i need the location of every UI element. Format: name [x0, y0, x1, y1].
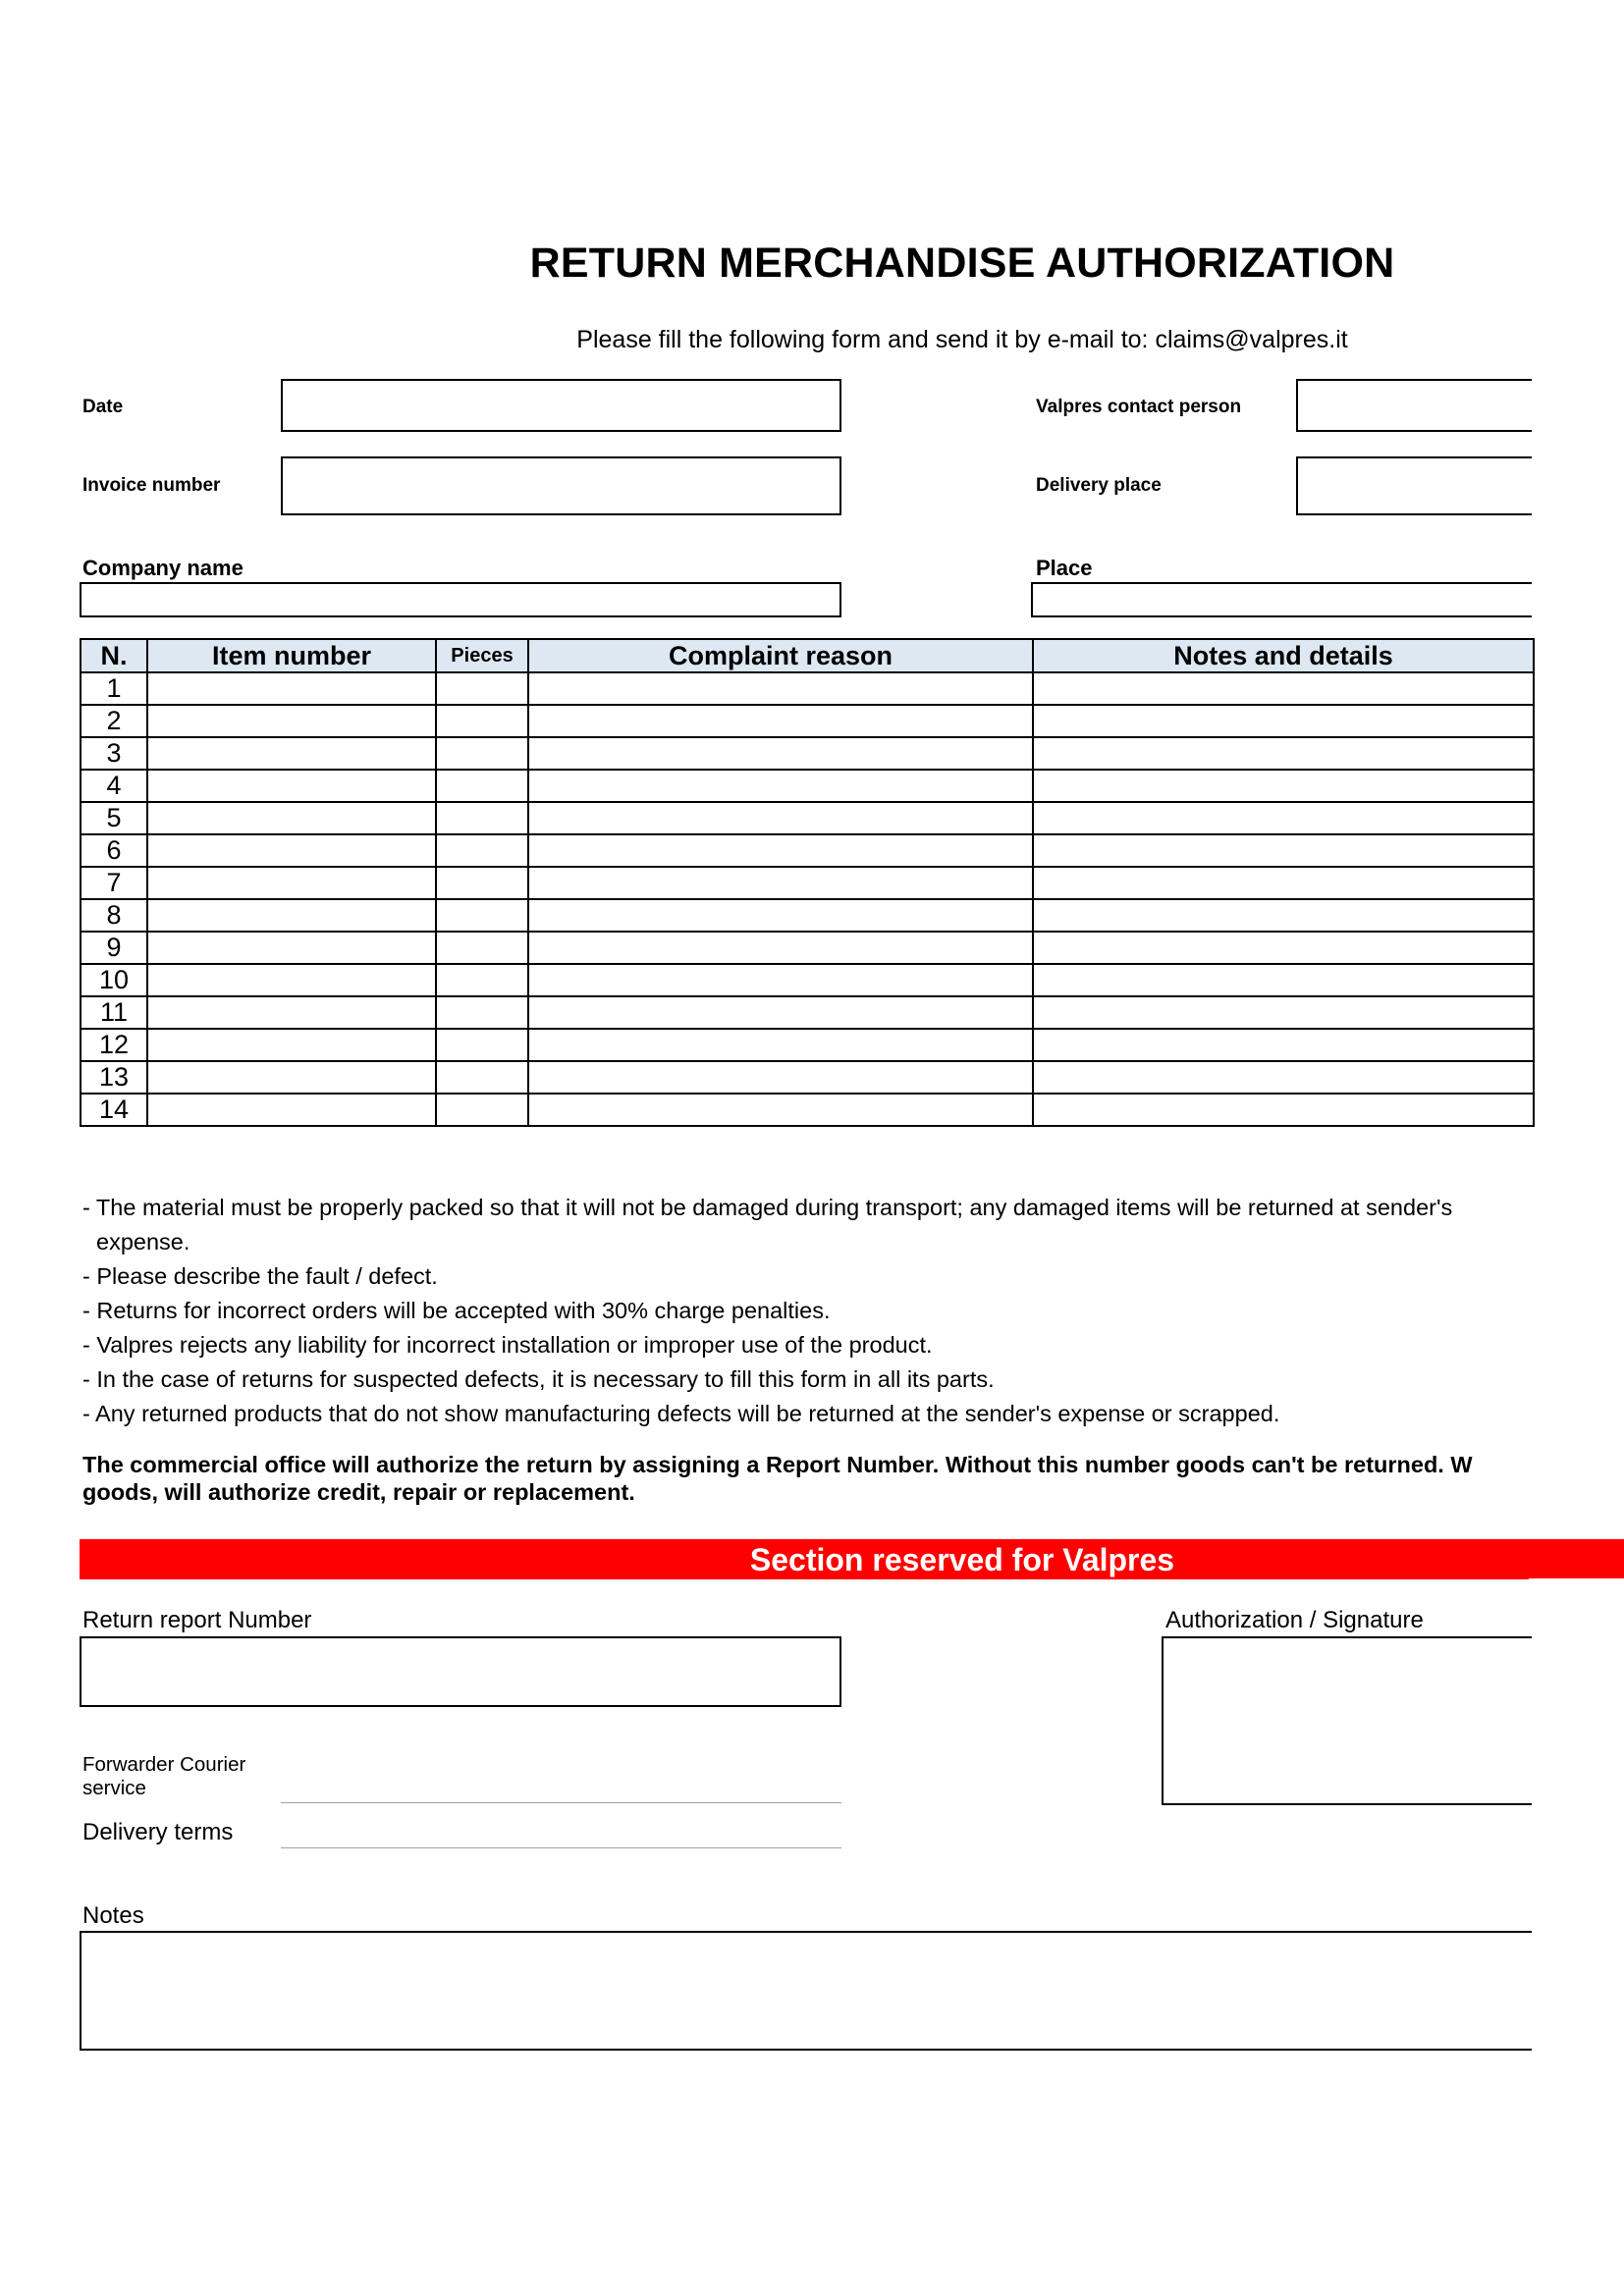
contact-person-label: Valpres contact person	[1036, 397, 1242, 417]
notes-details-cell[interactable]	[1033, 802, 1534, 834]
reserved-section-banner	[80, 1539, 1624, 1579]
return-report-label: Return report Number	[82, 1607, 312, 1633]
table-row	[81, 899, 1534, 932]
condition-item: - Returns for incorrect orders will be accepted with 30% charge penalties.	[82, 1298, 831, 1323]
table-row	[81, 1061, 1534, 1094]
pieces-cell[interactable]	[436, 1094, 528, 1126]
item-number-cell[interactable]	[147, 802, 436, 834]
notes-details-cell[interactable]	[1033, 770, 1534, 802]
pieces-cell[interactable]	[436, 802, 528, 834]
delivery-terms-label: Delivery terms	[82, 1819, 234, 1845]
item-number-cell[interactable]	[147, 1094, 436, 1126]
item-number-cell[interactable]	[147, 834, 436, 867]
item-number-cell[interactable]	[147, 1029, 436, 1061]
authorization-notice	[82, 1451, 1536, 1506]
complaint-reason-cell[interactable]	[528, 964, 1033, 996]
table-row	[81, 964, 1534, 996]
table-row	[81, 672, 1534, 705]
page-title: RETURN MERCHANDISE AUTHORIZATION	[529, 240, 1395, 287]
reserved-section-title: Section reserved for Valpres	[749, 1542, 1175, 1577]
col-header-pieces: Pieces	[436, 639, 528, 672]
company-name-field[interactable]	[80, 582, 841, 617]
delivery-place-field[interactable]	[1296, 456, 1532, 515]
item-number-cell[interactable]	[147, 770, 436, 802]
item-number-cell[interactable]	[147, 899, 436, 932]
pieces-cell[interactable]	[436, 705, 528, 737]
complaint-reason-cell[interactable]	[528, 834, 1033, 867]
row-number: 3	[81, 737, 147, 770]
row-number: 5	[81, 802, 147, 834]
table-header-row	[81, 639, 1534, 672]
condition-item-continuation: expense.	[96, 1229, 190, 1255]
notes-details-cell[interactable]	[1033, 1094, 1534, 1126]
complaint-reason-cell[interactable]	[528, 1029, 1033, 1061]
items-table	[80, 638, 1535, 1127]
item-number-cell[interactable]	[147, 932, 436, 964]
complaint-reason-cell[interactable]	[528, 996, 1033, 1029]
row-number: 7	[81, 867, 147, 899]
row-number: 13	[81, 1061, 147, 1094]
forwarder-label	[82, 1753, 245, 1800]
notes-details-cell[interactable]	[1033, 1061, 1534, 1094]
condition-item: - Any returned products that do not show manufacturing defects will be returned at the sender's expense or scrapped.	[82, 1401, 1280, 1426]
col-header-notes-details: Notes and details	[1033, 639, 1534, 672]
table-row	[81, 932, 1534, 964]
row-number: 1	[81, 672, 147, 705]
complaint-reason-cell[interactable]	[528, 1061, 1033, 1094]
notes-details-cell[interactable]	[1033, 964, 1534, 996]
table-row	[81, 770, 1534, 802]
notes-details-cell[interactable]	[1033, 867, 1534, 899]
table-row	[81, 996, 1534, 1029]
place-field[interactable]	[1031, 582, 1532, 617]
notes-details-cell[interactable]	[1033, 834, 1534, 867]
pieces-cell[interactable]	[436, 737, 528, 770]
condition-item: - Please describe the fault / defect.	[82, 1263, 438, 1289]
banner-extension	[1529, 1539, 1624, 1579]
place-label: Place	[1036, 556, 1093, 580]
complaint-reason-cell[interactable]	[528, 770, 1033, 802]
pieces-cell[interactable]	[436, 964, 528, 996]
invoice-number-label: Invoice number	[82, 475, 221, 496]
row-number: 9	[81, 932, 147, 964]
condition-item: - Valpres rejects any liability for incorrect installation or improper use of the product.	[82, 1332, 933, 1358]
row-number: 4	[81, 770, 147, 802]
row-number: 12	[81, 1029, 147, 1061]
banner-divider	[1529, 1578, 1624, 1580]
complaint-reason-cell[interactable]	[528, 705, 1033, 737]
authorization-label: Authorization / Signature	[1165, 1607, 1424, 1633]
conditions-list	[82, 1191, 1536, 1431]
complaint-reason-cell[interactable]	[528, 899, 1033, 932]
notes-details-cell[interactable]	[1033, 996, 1534, 1029]
table-row	[81, 867, 1534, 899]
notes-details-cell[interactable]	[1033, 899, 1534, 932]
notes-details-cell[interactable]	[1033, 705, 1534, 737]
item-number-cell[interactable]	[147, 996, 436, 1029]
pieces-cell[interactable]	[436, 1061, 528, 1094]
pieces-cell[interactable]	[436, 996, 528, 1029]
item-number-cell[interactable]	[147, 737, 436, 770]
item-number-cell[interactable]	[147, 964, 436, 996]
authorization-notice-line: The commercial office will authorize the return by assigning a Report Number. Without this number goods can't be returned. W	[82, 1452, 1473, 1477]
company-name-label: Company name	[82, 556, 244, 580]
notes-field[interactable]	[80, 1931, 1532, 2051]
pieces-cell[interactable]	[436, 899, 528, 932]
pieces-cell[interactable]	[436, 770, 528, 802]
pieces-cell[interactable]	[436, 1029, 528, 1061]
complaint-reason-cell[interactable]	[528, 802, 1033, 834]
notes-label: Notes	[82, 1902, 144, 1929]
item-number-cell[interactable]	[147, 867, 436, 899]
row-number: 11	[81, 996, 147, 1029]
table-row	[81, 1094, 1534, 1126]
pieces-cell[interactable]	[436, 867, 528, 899]
item-number-cell[interactable]	[147, 705, 436, 737]
row-number: 10	[81, 964, 147, 996]
complaint-reason-cell[interactable]	[528, 737, 1033, 770]
table-row	[81, 802, 1534, 834]
authorization-notice-line: goods, will authorize credit, repair or replacement.	[82, 1479, 635, 1505]
contact-person-field[interactable]	[1296, 379, 1532, 432]
complaint-reason-cell[interactable]	[528, 1094, 1033, 1126]
date-label: Date	[82, 397, 124, 417]
table-row	[81, 1029, 1534, 1061]
item-number-cell[interactable]	[147, 1061, 436, 1094]
date-field[interactable]	[281, 379, 841, 432]
invoice-number-field[interactable]	[281, 456, 841, 515]
col-header-number: N.	[81, 639, 147, 672]
delivery-place-label: Delivery place	[1036, 475, 1162, 496]
col-header-item-number: Item number	[147, 639, 436, 672]
complaint-reason-cell[interactable]	[528, 932, 1033, 964]
page-subtitle: Please fill the following form and send it by e-mail to: claims@valpres.it	[576, 326, 1348, 353]
pieces-cell[interactable]	[436, 932, 528, 964]
table-row	[81, 705, 1534, 737]
row-number: 8	[81, 899, 147, 932]
return-report-field[interactable]	[80, 1636, 841, 1707]
forwarder-field[interactable]	[281, 1802, 841, 1803]
notes-details-cell[interactable]	[1033, 932, 1534, 964]
col-header-complaint-reason: Complaint reason	[528, 639, 1033, 672]
row-number: 6	[81, 834, 147, 867]
forwarder-label-line1: Forwarder Courier	[82, 1753, 246, 1776]
table-row	[81, 737, 1534, 770]
notes-details-cell[interactable]	[1033, 672, 1534, 705]
authorization-signature-field[interactable]	[1162, 1636, 1532, 1805]
condition-item: - In the case of returns for suspected defects, it is necessary to fill this form in all its parts.	[82, 1366, 995, 1392]
pieces-cell[interactable]	[436, 672, 528, 705]
condition-item: - The material must be properly packed so that it will not be damaged during transport; any damaged items will be returned at sender's	[82, 1195, 1453, 1220]
notes-details-cell[interactable]	[1033, 1029, 1534, 1061]
row-number: 2	[81, 705, 147, 737]
item-number-cell[interactable]	[147, 672, 436, 705]
row-number: 14	[81, 1094, 147, 1126]
complaint-reason-cell[interactable]	[528, 867, 1033, 899]
forwarder-label-line2: service	[82, 1777, 146, 1799]
notes-details-cell[interactable]	[1033, 737, 1534, 770]
complaint-reason-cell[interactable]	[528, 672, 1033, 705]
table-row	[81, 834, 1534, 867]
pieces-cell[interactable]	[436, 834, 528, 867]
delivery-terms-field[interactable]	[281, 1847, 841, 1848]
